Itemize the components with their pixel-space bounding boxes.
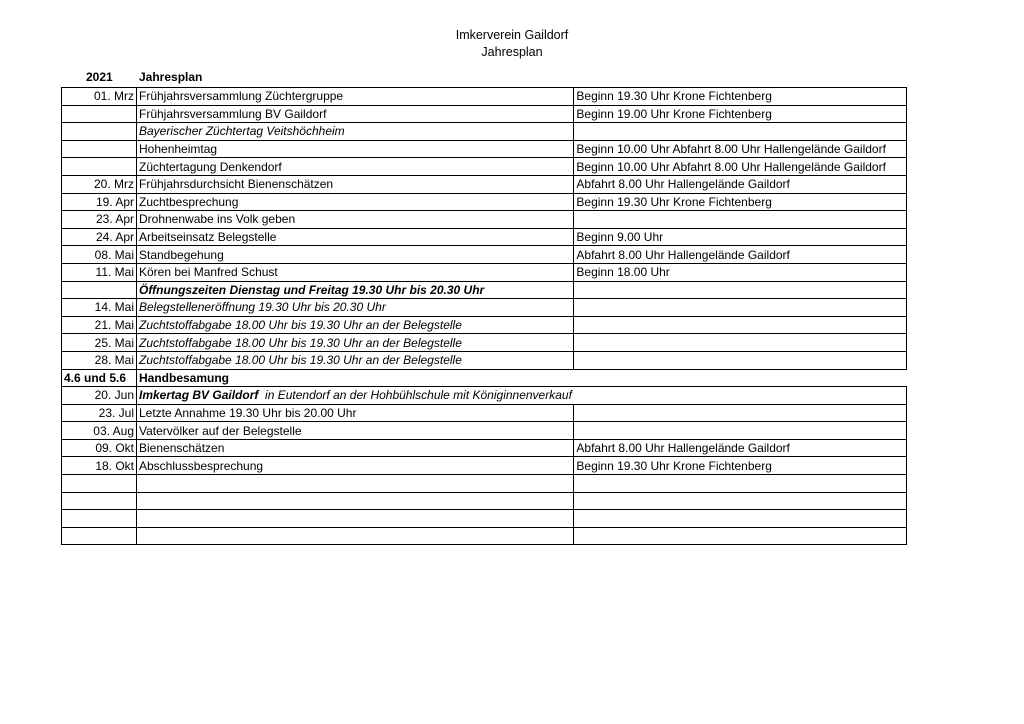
date-cell: 23. Apr [62,211,137,229]
info-cell [574,404,907,422]
date-cell [62,527,137,545]
info-cell [574,281,907,299]
table-row [62,510,907,528]
table-row [62,105,907,123]
table-row [62,140,907,158]
table-row [62,316,907,334]
date-cell: 01. Mrz [62,88,137,106]
info-cell: Beginn 19.30 Uhr Krone Fichtenberg [574,193,907,211]
event-cell [137,475,574,493]
year-label: 2021 [86,70,113,84]
table-row [62,422,907,440]
table-row [62,387,907,405]
event-cell: Kören bei Manfred Schust [137,263,574,281]
date-cell: 08. Mai [62,246,137,264]
info-cell [574,316,907,334]
info-cell [574,299,907,317]
event-cell: Frühjahrsversammlung Züchtergruppe [137,88,574,106]
info-cell [574,527,907,545]
info-cell [574,334,907,352]
table-row [62,281,907,299]
info-cell: Beginn 19.30 Uhr Krone Fichtenberg [574,88,907,106]
event-cell: Hohenheimtag [137,140,574,158]
table-row [62,527,907,545]
event-details: in Eutendorf an der Hohbühlschule mit Königinnenverkauf [258,388,572,403]
table-row [62,475,907,493]
info-cell: Abfahrt 8.00 Uhr Hallengelände Gaildorf [574,439,907,457]
table-row [62,369,907,387]
event-cell: Öffnungszeiten Dienstag und Freitag 19.30 Uhr bis 20.30 Uhr [137,281,574,299]
date-cell: 4.6 und 5.6 [62,369,137,387]
info-cell [574,211,907,229]
table-row [62,246,907,264]
table-row [62,263,907,281]
date-cell [62,123,137,141]
info-cell: Beginn 19.30 Uhr Krone Fichtenberg [574,457,907,475]
info-cell [574,387,907,405]
table-row [62,158,907,176]
date-cell [62,475,137,493]
date-cell: 28. Mai [62,351,137,369]
info-cell [574,475,907,493]
table-row [62,334,907,352]
table-row [62,492,907,510]
date-cell: 20. Mrz [62,175,137,193]
table-row [62,88,907,106]
date-cell: 14. Mai [62,299,137,317]
event-cell: Zuchtstoffabgabe 18.00 Uhr bis 19.30 Uhr an der Belegstelle [137,316,574,334]
document-subtitle: Jahresplan [481,45,543,59]
info-cell: Abfahrt 8.00 Uhr Hallengelände Gaildorf [574,175,907,193]
date-cell: 24. Apr [62,228,137,246]
table-row [62,404,907,422]
event-cell: Belegstelleneröffnung 19.30 Uhr bis 20.30 Uhr [137,299,574,317]
table-row [62,457,907,475]
date-cell: 23. Jul [62,404,137,422]
schedule-table-body [62,88,907,545]
date-cell: 21. Mai [62,316,137,334]
date-cell: 18. Okt [62,457,137,475]
info-cell [574,351,907,369]
info-cell: Beginn 9.00 Uhr [574,228,907,246]
event-cell: Letzte Annahme 19.30 Uhr bis 20.00 Uhr [137,404,574,422]
date-cell: 11. Mai [62,263,137,281]
event-cell: Zuchtstoffabgabe 18.00 Uhr bis 19.30 Uhr an der Belegstelle [137,334,574,352]
date-cell: 03. Aug [62,422,137,440]
event-cell: Bayerischer Züchtertag Veitshöchheim [137,123,574,141]
date-cell [62,281,137,299]
event-title: Imkertag BV Gaildorf [139,388,259,403]
table-row [62,439,907,457]
section-label: Jahresplan [139,70,203,84]
document-title: Imkerverein Gaildorf [455,28,569,42]
event-cell: Abschlussbesprechung [137,457,574,475]
date-cell [62,158,137,176]
schedule-table [61,87,907,545]
info-cell [574,492,907,510]
table-row [62,193,907,211]
date-cell: 19. Apr [62,193,137,211]
info-cell: Beginn 10.00 Uhr Abfahrt 8.00 Uhr Hallengelände Gaildorf [574,140,907,158]
event-cell: Vatervölker auf der Belegstelle [137,422,574,440]
date-cell [62,140,137,158]
event-cell: Drohnenwabe ins Volk geben [137,211,574,229]
event-cell [137,387,574,405]
event-cell: Zuchtstoffabgabe 18.00 Uhr bis 19.30 Uhr an der Belegstelle [137,351,574,369]
info-cell: Abfahrt 8.00 Uhr Hallengelände Gaildorf [574,246,907,264]
date-cell: 09. Okt [62,439,137,457]
date-cell [62,510,137,528]
table-row [62,211,907,229]
event-cell [137,527,574,545]
table-row [62,228,907,246]
event-cell: Frühjahrsdurchsicht Bienenschätzen [137,175,574,193]
info-cell [574,510,907,528]
event-cell: Handbesamung [137,369,574,387]
date-cell: 20. Jun [62,387,137,405]
event-cell: Bienenschätzen [137,439,574,457]
info-cell [574,123,907,141]
info-cell: Beginn 18.00 Uhr [574,263,907,281]
info-cell: Beginn 19.00 Uhr Krone Fichtenberg [574,105,907,123]
event-cell: Frühjahrsversammlung BV Gaildorf [137,105,574,123]
table-row [62,123,907,141]
date-cell [62,492,137,510]
table-row [62,175,907,193]
date-cell [62,105,137,123]
event-cell: Zuchtbesprechung [137,193,574,211]
event-cell [137,510,574,528]
document-header [0,27,1024,61]
info-cell [574,369,907,387]
event-cell [137,492,574,510]
event-cell: Arbeitseinsatz Belegstelle [137,228,574,246]
table-row [62,299,907,317]
table-row [62,351,907,369]
event-cell: Züchtertagung Denkendorf [137,158,574,176]
date-cell: 25. Mai [62,334,137,352]
event-cell: Standbegehung [137,246,574,264]
info-cell: Beginn 10.00 Uhr Abfahrt 8.00 Uhr Hallengelände Gaildorf [574,158,907,176]
info-cell [574,422,907,440]
